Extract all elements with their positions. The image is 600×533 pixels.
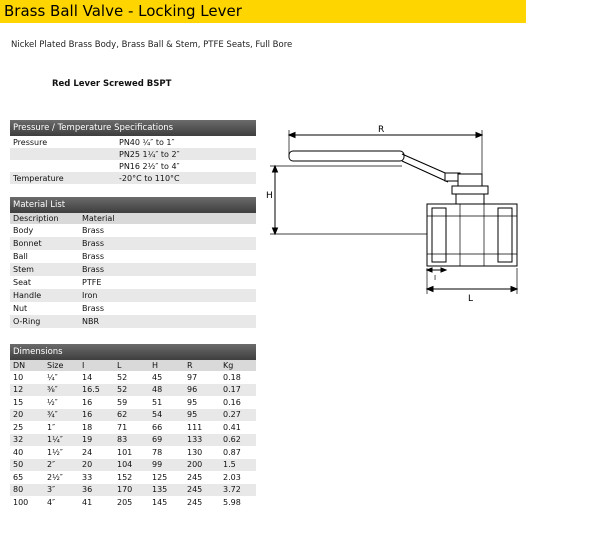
material-column-header — [10, 213, 256, 224]
dimensions-row — [10, 446, 256, 459]
dimensions-row-cell: 0.87 — [223, 447, 241, 457]
dimensions-row-cell: 1.5 — [220, 459, 256, 472]
dimensions-row-cell: 1¼″ — [44, 434, 79, 447]
pt-label — [10, 160, 116, 172]
material-row-cell: PTFE — [82, 278, 102, 287]
dimensions-row-cell: 69 — [149, 434, 184, 447]
dimensions-row-cell: 16 — [82, 397, 93, 407]
dimensions-row — [10, 396, 256, 409]
dimensions-row — [10, 484, 256, 497]
dimensions-row-cell: 101 — [117, 447, 133, 457]
product-variant: Red Lever Screwed BSPT — [52, 79, 172, 89]
dimensions-column-header-cell: I — [79, 360, 114, 371]
dimensions-row-cell: 25 — [13, 422, 24, 432]
pt-value: PN25 1¼″ to 2″ — [116, 148, 256, 160]
dimensions-row-cell: 245 — [187, 472, 203, 482]
material-row-cell: NBR — [79, 315, 256, 328]
material-row-cell: Bonnet — [10, 237, 79, 250]
dimensions-row — [10, 384, 256, 397]
dimensions-table — [10, 344, 256, 509]
dimensions-row-cell: 3.72 — [220, 484, 256, 497]
dimensions-row-cell: 0.41 — [223, 422, 241, 432]
dimensions-row-cell: 14 — [82, 372, 93, 382]
dimensions-row-cell: 97 — [187, 372, 198, 382]
dimensions-column-header-cell: Kg — [220, 360, 256, 371]
pressure-temperature-table — [10, 120, 256, 184]
dimensions-row — [10, 421, 256, 434]
valve-dimension-diagram — [262, 118, 527, 303]
dimensions-row-cell: 51 — [152, 397, 163, 407]
dimensions-row-cell: 52 — [114, 384, 149, 397]
dimensions-row-cell: 96 — [184, 384, 220, 397]
dimensions-row-cell: 104 — [114, 459, 149, 472]
material-row — [10, 276, 256, 289]
dimensions-row-cell: 20 — [10, 409, 44, 422]
dimensions-row-cell: 99 — [149, 459, 184, 472]
material-row-cell: Brass — [79, 237, 256, 250]
dimensions-row-cell: 59 — [117, 397, 128, 407]
dimensions-row-cell: 133 — [184, 434, 220, 447]
pt-row — [10, 148, 256, 160]
dimensions-row-cell: 19 — [79, 434, 114, 447]
material-row — [10, 315, 256, 328]
dimensions-row-cell: 205 — [117, 497, 133, 507]
dimensions-row-cell: 95 — [184, 409, 220, 422]
pressure-temperature-heading: Pressure / Temperature Specifications — [10, 120, 256, 136]
material-row-cell: O-Ring — [10, 315, 79, 328]
dimensions-row-cell: 16 — [79, 409, 114, 422]
dimensions-row-cell: 18 — [82, 422, 93, 432]
material-row — [10, 224, 256, 237]
dimensions-row-cell: 135 — [149, 484, 184, 497]
gland — [452, 186, 488, 194]
pt-value: PN16 2½″ to 4″ — [119, 161, 180, 171]
pt-label: Pressure — [13, 137, 48, 147]
dimensions-row-cell: 130 — [187, 447, 203, 457]
bonnet-top — [456, 194, 484, 204]
material-row-cell: Body — [13, 226, 34, 235]
dimensions-row-cell: 50 — [10, 459, 44, 472]
dimensions-row — [10, 496, 256, 509]
pt-label — [10, 148, 116, 160]
dimensions-row-cell: 48 — [149, 384, 184, 397]
dimensions-row-cell: 66 — [152, 422, 163, 432]
dimensions-row-cell: 45 — [152, 372, 163, 382]
dimensions-row-cell: 16.5 — [79, 384, 114, 397]
dimensions-row-cell: 33 — [82, 472, 93, 482]
material-row — [10, 250, 256, 263]
dimensions-row-cell: 41 — [82, 497, 93, 507]
dimensions-row-cell: ¼″ — [47, 372, 58, 382]
dimensions-column-header-cell: Size — [44, 360, 79, 371]
material-column-header-cell: Material — [79, 213, 256, 224]
r-arrow-right — [476, 133, 482, 138]
dimensions-row-cell: 71 — [117, 422, 128, 432]
dimensions-row-cell: 4″ — [47, 497, 56, 507]
i-label: I — [434, 274, 437, 282]
r-label: R — [378, 125, 385, 135]
dimensions-row — [10, 371, 256, 384]
pt-value: -20°C to 110°C — [116, 172, 256, 184]
material-row-cell: Brass — [82, 304, 105, 313]
dimensions-row-cell: 2.03 — [223, 472, 241, 482]
dimensions-row-cell: 170 — [114, 484, 149, 497]
material-row-cell: Brass — [79, 263, 256, 276]
dimensions-row-cell: 1″ — [47, 422, 56, 432]
dimensions-row-cell: 20 — [79, 459, 114, 472]
dimensions-row-cell: 245 — [184, 484, 220, 497]
material-row — [10, 237, 256, 250]
dimensions-row-cell: 24 — [82, 447, 93, 457]
h-label: H — [266, 191, 273, 201]
material-row-cell: Ball — [13, 252, 28, 261]
dimensions-row-cell: 12 — [10, 384, 44, 397]
pt-row — [10, 160, 256, 172]
lever-handle — [289, 151, 404, 161]
pt-row — [10, 172, 256, 184]
dimensions-row-cell: 95 — [187, 397, 198, 407]
material-row-cell: Seat — [13, 278, 32, 287]
material-row-cell: Iron — [79, 289, 256, 302]
dimensions-row-cell: 65 — [13, 472, 24, 482]
material-column-header-cell: Description — [10, 213, 79, 224]
dimensions-row-cell: 100 — [13, 497, 29, 507]
dimensions-row-cell: 0.62 — [220, 434, 256, 447]
page-title: Brass Ball Valve - Locking Lever — [0, 0, 526, 23]
dimensions-row-cell: 0.18 — [223, 372, 241, 382]
dimensions-row-cell: 40 — [13, 447, 24, 457]
dimensions-row — [10, 471, 256, 484]
dimensions-row-cell: 2½″ — [47, 472, 63, 482]
material-list-heading: Material List — [10, 197, 256, 213]
dimensions-row-cell: 36 — [79, 484, 114, 497]
r-arrow-left — [289, 133, 295, 138]
material-row — [10, 302, 256, 315]
dimensions-row — [10, 409, 256, 422]
dimensions-row-cell: 111 — [187, 422, 203, 432]
dimensions-row-cell: 52 — [117, 372, 128, 382]
dimensions-column-header — [10, 360, 256, 371]
material-row-cell: Nut — [13, 304, 28, 313]
material-row-cell: Brass — [82, 252, 105, 261]
dimensions-row-cell: 83 — [114, 434, 149, 447]
pt-value: PN40 ¼″ to 1″ — [119, 137, 175, 147]
dimensions-column-header-cell: L — [114, 360, 149, 371]
dimensions-row-cell: 245 — [187, 497, 203, 507]
dimensions-column-header-cell: R — [184, 360, 220, 371]
material-list-table — [10, 197, 256, 328]
dimensions-column-header-cell: H — [149, 360, 184, 371]
dimensions-row-cell: 62 — [114, 409, 149, 422]
dimensions-row-cell: 10 — [13, 372, 24, 382]
dimensions-row-cell: 3″ — [44, 484, 79, 497]
dimensions-row-cell: 0.17 — [220, 384, 256, 397]
dimensions-row-cell: 54 — [149, 409, 184, 422]
dimensions-row-cell: 78 — [152, 447, 163, 457]
material-row-cell: Stem — [10, 263, 79, 276]
dimensions-row-cell: 145 — [152, 497, 168, 507]
dimensions-row-cell: 2″ — [44, 459, 79, 472]
material-row — [10, 263, 256, 276]
dimensions-row-cell: 80 — [10, 484, 44, 497]
dimensions-row — [10, 434, 256, 447]
dimensions-row-cell: 152 — [117, 472, 133, 482]
dimensions-row-cell: ⅜″ — [44, 384, 79, 397]
stem-nut — [458, 174, 482, 186]
material-row-cell: Brass — [82, 226, 105, 235]
pt-row — [10, 136, 256, 148]
dimensions-row-cell: 125 — [152, 472, 168, 482]
dimensions-row-cell: 15 — [13, 397, 24, 407]
dimensions-row-cell: 5.98 — [223, 497, 241, 507]
dimensions-row-cell: ½″ — [47, 397, 58, 407]
dimensions-row-cell: 32 — [10, 434, 44, 447]
dimensions-row — [10, 459, 256, 472]
dimensions-row-cell: 0.16 — [223, 397, 241, 407]
material-row-cell: Handle — [10, 289, 79, 302]
dimensions-column-header-cell: DN — [10, 360, 44, 371]
dimensions-row-cell: 1½″ — [47, 447, 63, 457]
dimensions-row-cell: ¾″ — [44, 409, 79, 422]
material-row — [10, 289, 256, 302]
product-subtitle: Nickel Plated Brass Body, Brass Ball & Stem, PTFE Seats, Full Bore — [11, 40, 293, 50]
dimensions-row-cell: 200 — [184, 459, 220, 472]
l-label: L — [468, 294, 474, 303]
dimensions-heading: Dimensions — [10, 344, 256, 360]
pt-label: Temperature — [10, 172, 116, 184]
dimensions-row-cell: 0.27 — [220, 409, 256, 422]
